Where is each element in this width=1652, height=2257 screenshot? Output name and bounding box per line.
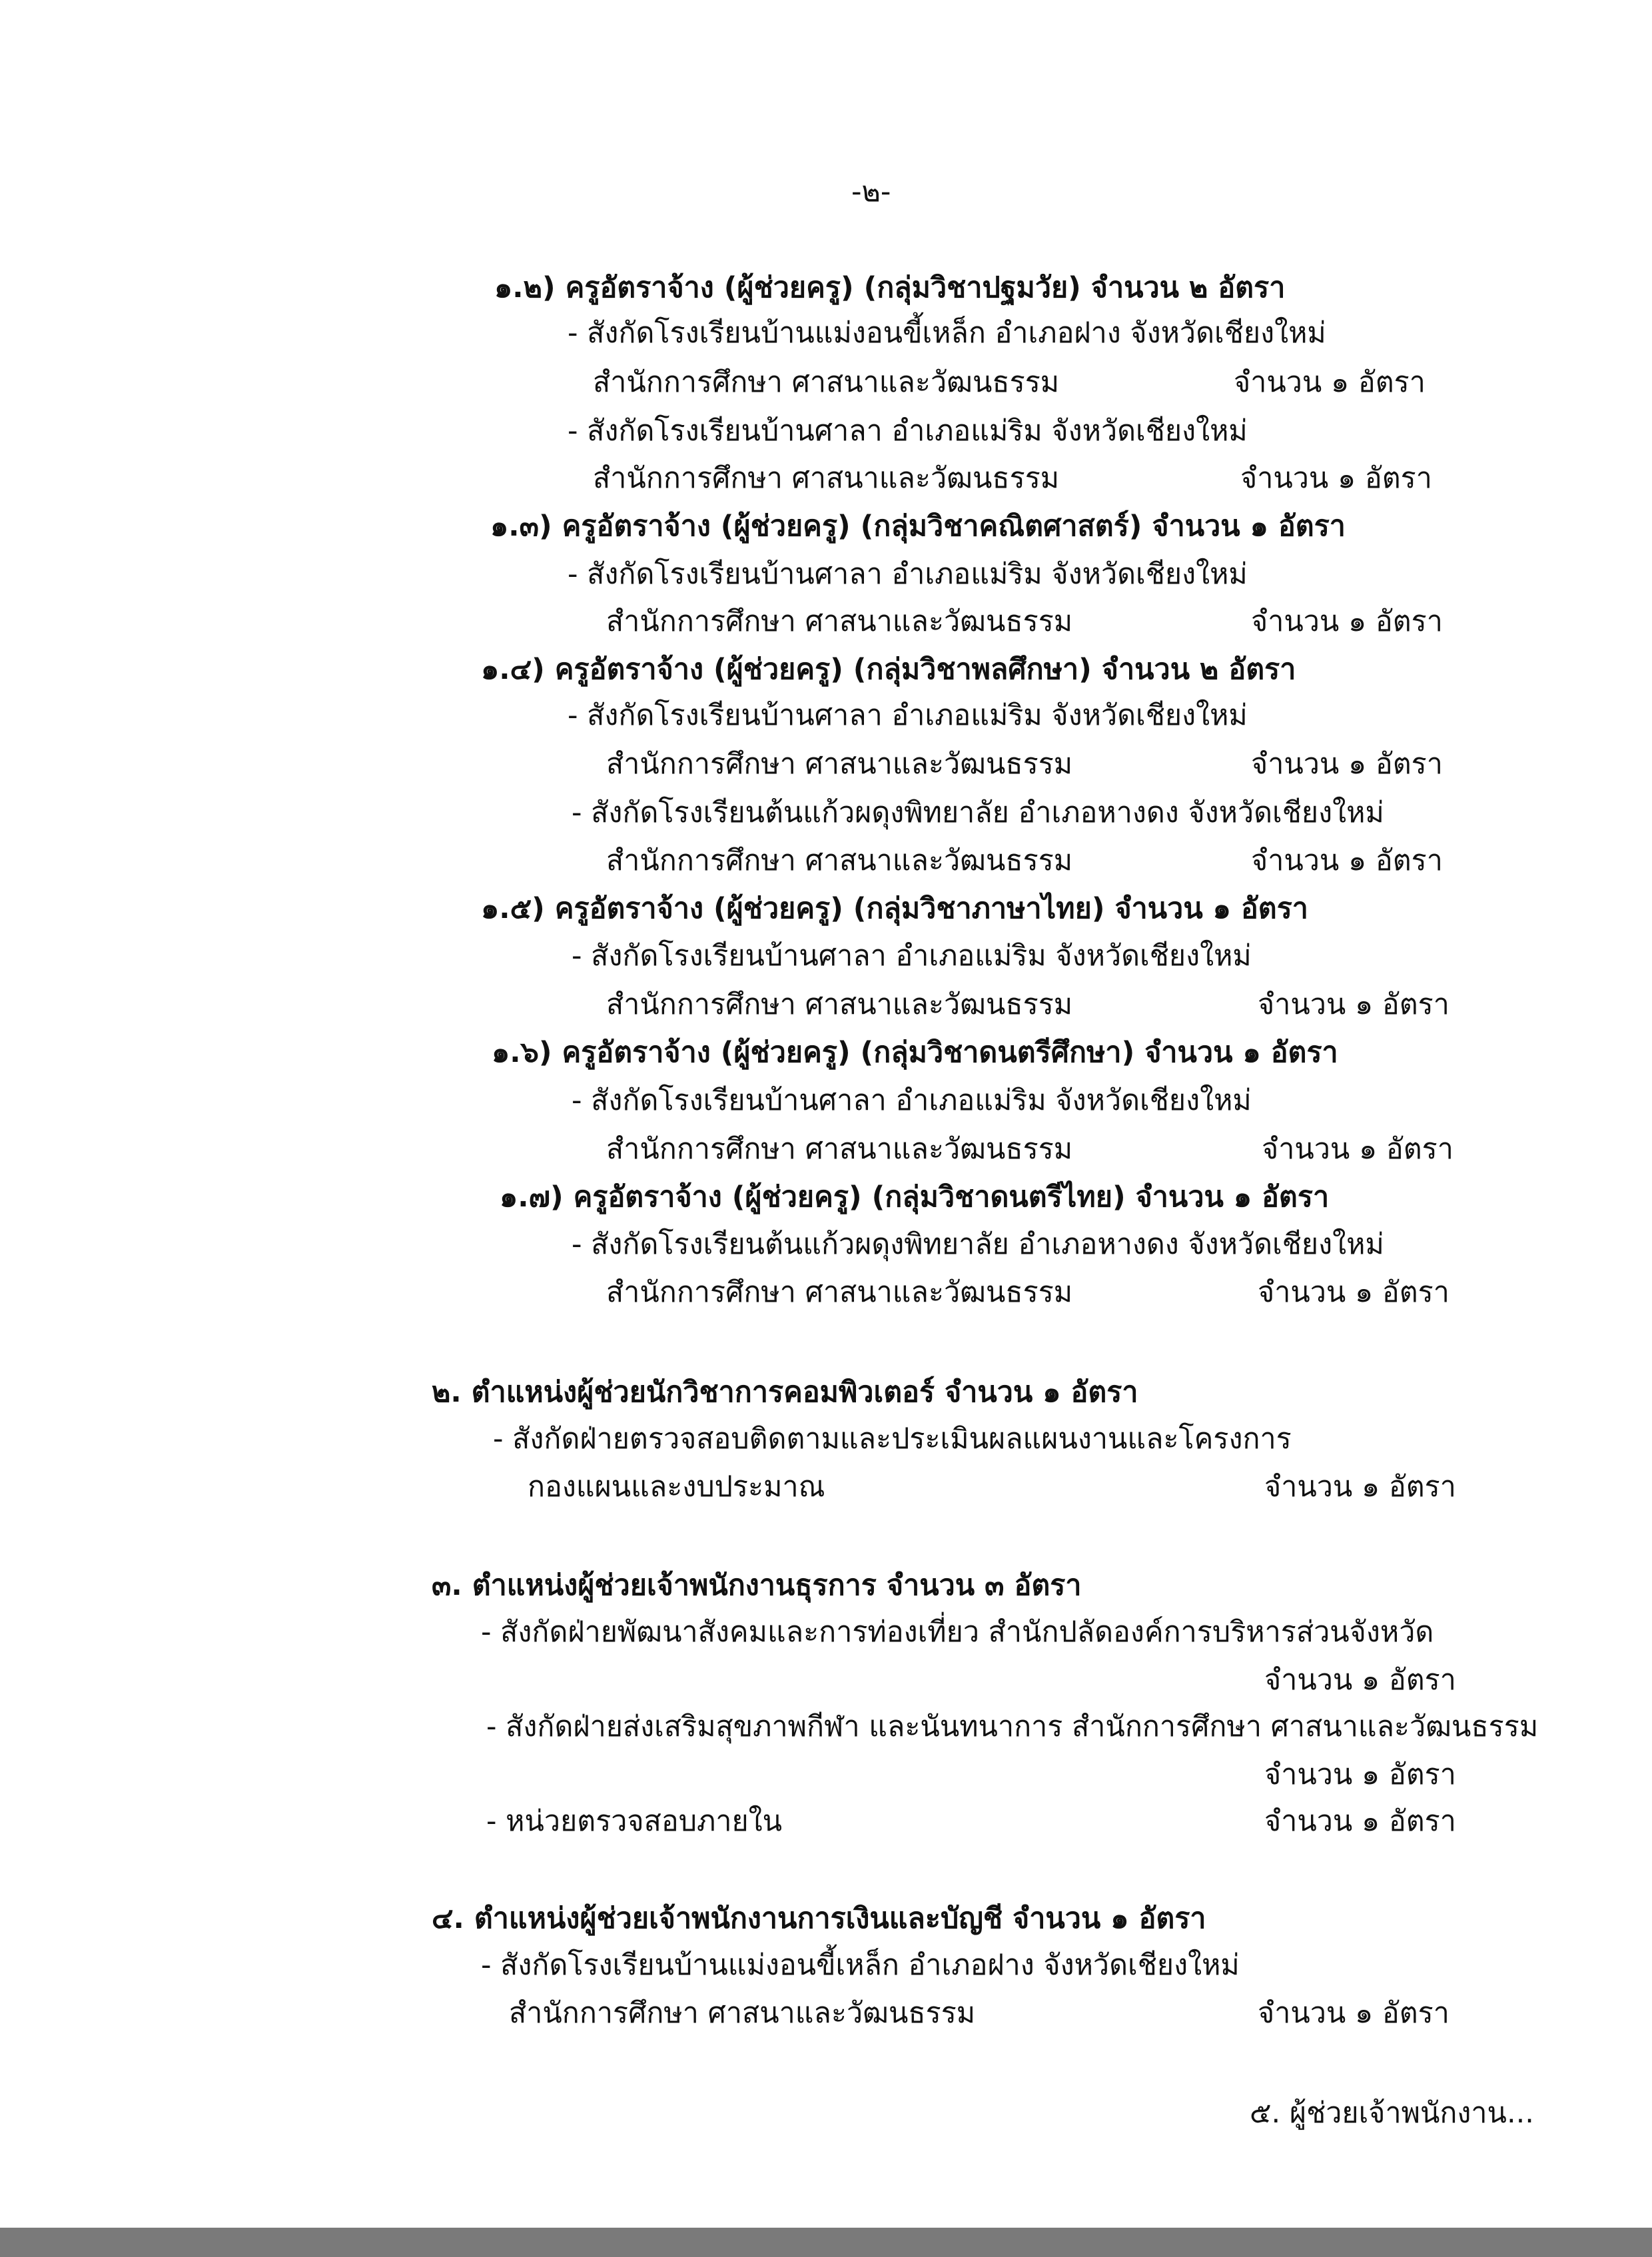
section-1-2-item-2-count: จำนวน ๑ อัตรา [1240, 462, 1432, 495]
section-1-6-heading: ๑.๖) ครูอัตราจ้าง (ผู้ช่วยครู) (กลุ่มวิชาดนตรีศึกษา) จำนวน ๑ อัตรา [492, 1036, 1338, 1069]
section-1-5-item-1-count: จำนวน ๑ อัตรา [1258, 988, 1449, 1021]
continuation-note: ๕. ผู้ช่วยเจ้าพนักงาน... [1250, 2096, 1534, 2130]
section-2-heading: ๒. ตำแหน่งผู้ช่วยนักวิชาการคอมพิวเตอร์ จำนวน ๑ อัตรา [432, 1376, 1138, 1409]
section-3-item-3-line-1: - หน่วยตรวจสอบภายใน [486, 1805, 783, 1838]
section-2-item-1-count: จำนวน ๑ อัตรา [1264, 1470, 1456, 1504]
section-4-item-1-count: จำนวน ๑ อัตรา [1258, 1997, 1449, 2030]
section-1-3-item-1-line-1: - สังกัดโรงเรียนบ้านศาลา อำเภอแม่ริม จังหวัดเชียงใหม่ [568, 558, 1248, 591]
section-1-6-item-1-line-2: สำนักการศึกษา ศาสนาและวัฒนธรรม [606, 1132, 1073, 1166]
section-1-4-heading: ๑.๔) ครูอัตราจ้าง (ผู้ช่วยครู) (กลุ่มวิชาพลศึกษา) จำนวน ๒ อัตรา [481, 653, 1296, 686]
section-1-2-item-1-line-2: สำนักการศึกษา ศาสนาและวัฒนธรรม [593, 366, 1060, 399]
section-1-4-item-2-line-2: สำนักการศึกษา ศาสนาและวัฒนธรรม [606, 844, 1073, 877]
section-1-2-item-2-line-2: สำนักการศึกษา ศาสนาและวัฒนธรรม [593, 462, 1060, 495]
section-1-4-item-1-count: จำนวน ๑ อัตรา [1251, 747, 1443, 781]
section-3-heading: ๓. ตำแหน่งผู้ช่วยเจ้าพนักงานธุรการ จำนวน ๓ อัตรา [432, 1569, 1082, 1602]
section-4-heading: ๔. ตำแหน่งผู้ช่วยเจ้าพนักงานการเงินและบัญชี จำนวน ๑ อัตรา [432, 1902, 1206, 1935]
section-3-item-1-line-1: - สังกัดฝ่ายพัฒนาสังคมและการท่องเที่ยว สำนักปลัดองค์การบริหารส่วนจังหวัด [481, 1615, 1434, 1649]
section-1-6-item-1-count: จำนวน ๑ อัตรา [1262, 1132, 1453, 1166]
section-2-item-1-line-2: กองแผนและงบประมาณ [528, 1470, 825, 1504]
section-1-4-item-1-line-2: สำนักการศึกษา ศาสนาและวัฒนธรรม [606, 747, 1073, 781]
section-1-2-heading: ๑.๒) ครูอัตราจ้าง (ผู้ช่วยครู) (กลุ่มวิชาปฐมวัย) จำนวน ๒ อัตรา [494, 271, 1286, 304]
section-3-item-2-line-1: - สังกัดฝ่ายส่งเสริมสุขภาพกีฬา และนันทนาการ สำนักการศึกษา ศาสนาและวัฒนธรรม [486, 1710, 1539, 1743]
section-3-item-2-count: จำนวน ๑ อัตรา [1264, 1758, 1456, 1791]
section-1-5-heading: ๑.๕) ครูอัตราจ้าง (ผู้ช่วยครู) (กลุ่มวิชาภาษาไทย) จำนวน ๑ อัตรา [481, 892, 1308, 925]
section-1-6-item-1-line-1: - สังกัดโรงเรียนบ้านศาลา อำเภอแม่ริม จังหวัดเชียงใหม่ [572, 1084, 1252, 1117]
section-1-2-item-1-line-1: - สังกัดโรงเรียนบ้านแม่งอนขี้เหล็ก อำเภอฝาง จังหวัดเชียงใหม่ [568, 316, 1326, 350]
page-number: -๒- [851, 175, 891, 209]
section-1-3-item-1-line-2: สำนักการศึกษา ศาสนาและวัฒนธรรม [606, 605, 1073, 638]
section-3-item-3-count: จำนวน ๑ อัตรา [1264, 1805, 1456, 1838]
section-1-7-heading: ๑.๗) ครูอัตราจ้าง (ผู้ช่วยครู) (กลุ่มวิชาดนตรีไทย) จำนวน ๑ อัตรา [500, 1180, 1330, 1214]
section-1-4-item-1-line-1: - สังกัดโรงเรียนบ้านศาลา อำเภอแม่ริม จังหวัดเชียงใหม่ [568, 699, 1248, 732]
scan-edge-bar [0, 2228, 1652, 2257]
section-1-5-item-1-line-2: สำนักการศึกษา ศาสนาและวัฒนธรรม [606, 988, 1073, 1021]
section-4-item-1-line-1: - สังกัดโรงเรียนบ้านแม่งอนขี้เหล็ก อำเภอฝาง จังหวัดเชียงใหม่ [481, 1949, 1240, 1982]
section-1-3-heading: ๑.๓) ครูอัตราจ้าง (ผู้ช่วยครู) (กลุ่มวิชาคณิตศาสตร์) จำนวน ๑ อัตรา [490, 510, 1346, 543]
section-1-5-item-1-line-1: - สังกัดโรงเรียนบ้านศาลา อำเภอแม่ริม จังหวัดเชียงใหม่ [572, 939, 1252, 973]
section-1-7-item-1-line-1: - สังกัดโรงเรียนต้นแก้วผดุงพิทยาลัย อำเภอหางดง จังหวัดเชียงใหม่ [572, 1228, 1384, 1261]
section-1-3-item-1-count: จำนวน ๑ อัตรา [1251, 605, 1443, 638]
section-1-4-item-2-line-1: - สังกัดโรงเรียนต้นแก้วผดุงพิทยาลัย อำเภอหางดง จังหวัดเชียงใหม่ [572, 796, 1384, 829]
section-3-item-1-count: จำนวน ๑ อัตรา [1264, 1663, 1456, 1697]
section-4-item-1-line-2: สำนักการศึกษา ศาสนาและวัฒนธรรม [509, 1997, 976, 2030]
section-2-item-1-line-1: - สังกัดฝ่ายตรวจสอบติดตามและประเมินผลแผนงานและโครงการ [493, 1422, 1292, 1456]
section-1-7-item-1-line-2: สำนักการศึกษา ศาสนาและวัฒนธรรม [606, 1276, 1073, 1309]
section-1-2-item-2-line-1: - สังกัดโรงเรียนบ้านศาลา อำเภอแม่ริม จังหวัดเชียงใหม่ [568, 414, 1248, 448]
section-1-2-item-1-count: จำนวน ๑ อัตรา [1234, 366, 1426, 399]
section-1-7-item-1-count: จำนวน ๑ อัตรา [1258, 1276, 1449, 1309]
section-1-4-item-2-count: จำนวน ๑ อัตรา [1251, 844, 1443, 877]
